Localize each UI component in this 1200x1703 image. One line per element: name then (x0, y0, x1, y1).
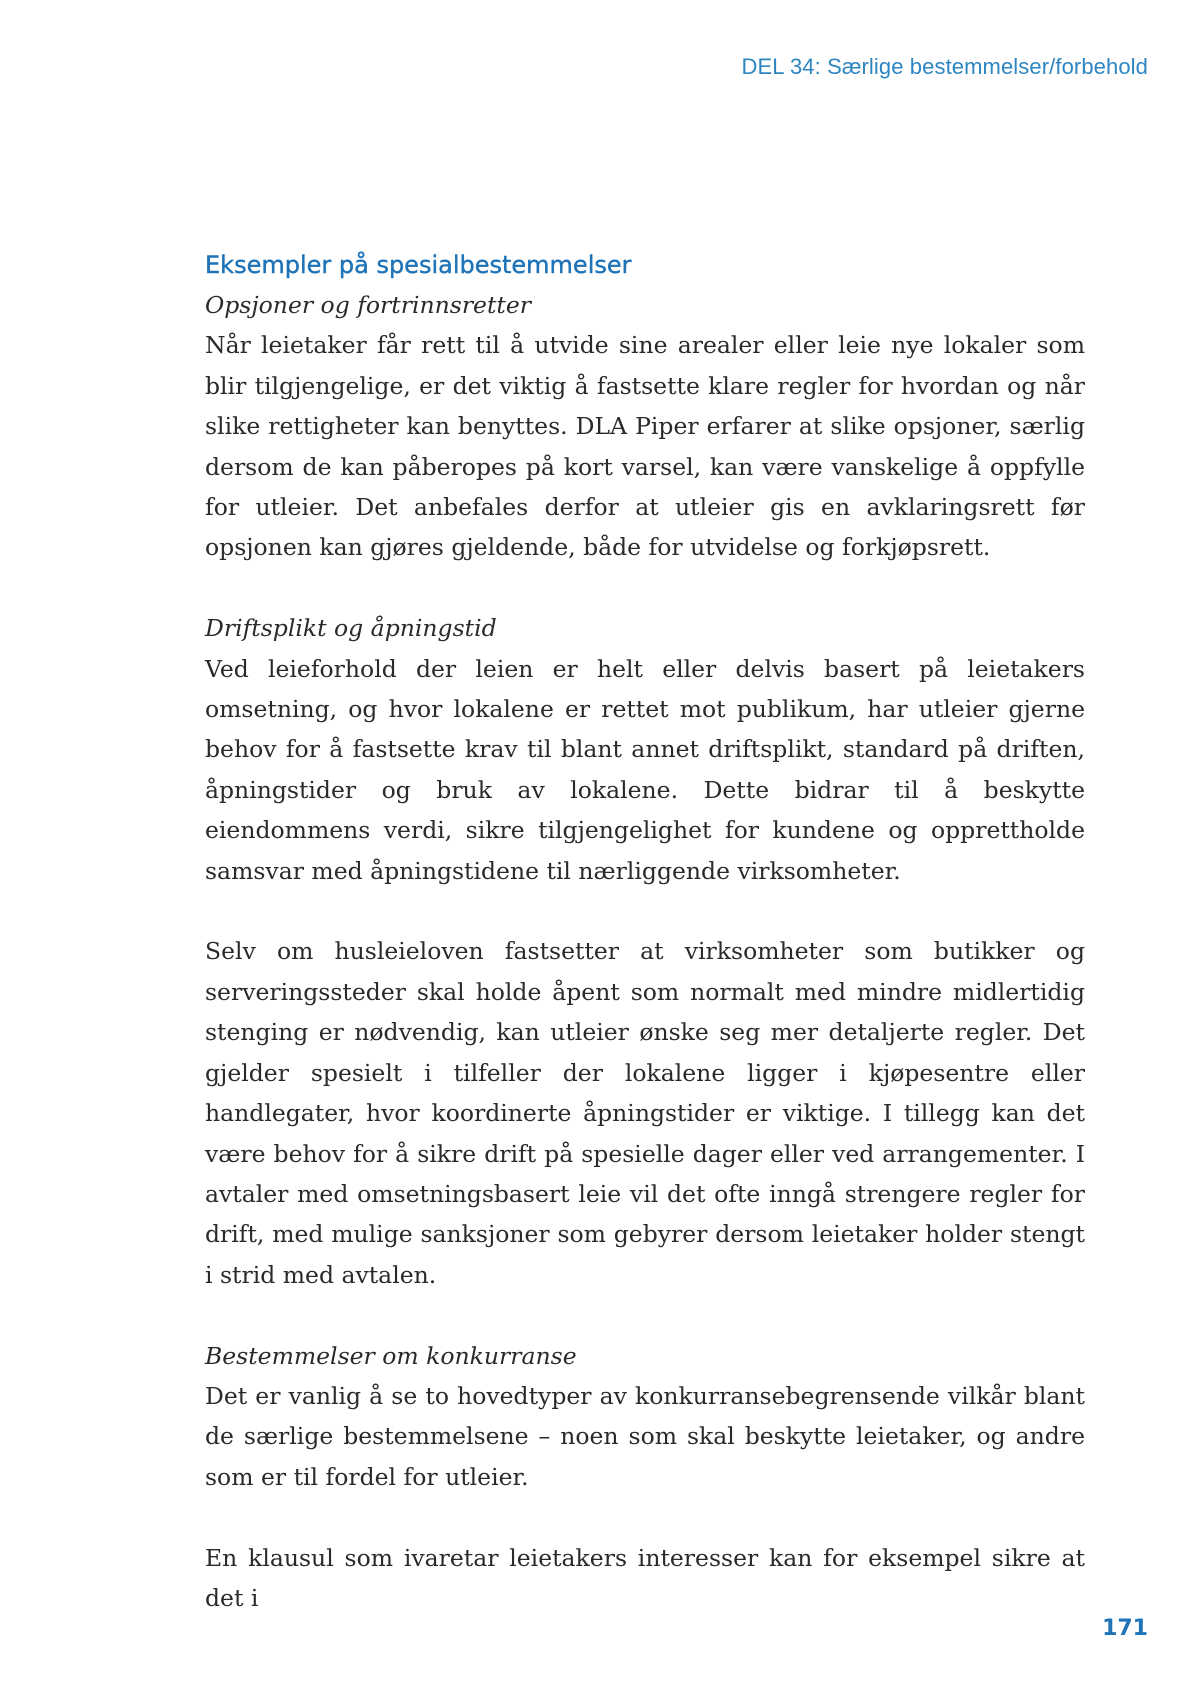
subheading-opsjoner: Opsjoner og fortrinnsretter (205, 291, 531, 319)
subheading-konkurranse: Bestemmelser om konkurranse (205, 1341, 577, 1370)
page-content (205, 245, 1085, 1618)
paragraph: En klausul som ivaretar leietakers interesser kan for eksempel sikre at det i (205, 1543, 1085, 1612)
paragraph: Selv om husleieloven fastsetter at virksomheter som butikker og serveringssteder skal holde åpent som normalt med mindre midlertidig stenging er nødvendig, kan utleier ønske seg mer detaljerte regler. Det gjelder spesielt i tilfeller der lokalene ligger i kjøpesentre eller handlegater, hvor koordinerte åpningstider er viktige. I tillegg kan det være behov for å sikre drift på spesielle dager eller ved arrangementer. I avtaler med omsetningsbasert leie vil det ofte inngå strengere regler for drift, med mulige sanksjoner som gebyrer dersom leietaker holder stengt i strid med avtalen. (205, 937, 1085, 1289)
subheading-driftsplikt: Driftsplikt og åpningstid (205, 614, 497, 643)
section-heading: Eksempler på spesialbestemmelser (205, 251, 632, 279)
page-number: 171 (1102, 1616, 1148, 1641)
paragraph: Når leietaker får rett til å utvide sine arealer eller leie nye lokaler som blir tilgjengelige, er det viktig å fastsette klare regler for hvordan og når slike rettigheter kan benyttes. DLA Piper erfarer at slike opsjoner, særlig dersom de kan påberopes på kort varsel, kan være vanskelige å oppfylle for utleier. Det anbefales derfor at utleier gis en avklaringsrett før opsjonen kan gjøres gjeldende, både for utvidelse og forkjøpsrett. (205, 331, 1085, 562)
running-header: DEL 34: Særlige bestemmelser/forbehold (741, 54, 1148, 79)
paragraph: Det er vanlig å se to hovedtyper av konkurransebegrensende vilkår blant de særlige bestemmelsene – noen som skal beskytte leietaker, og andre som er til fordel for utleier. (205, 1381, 1085, 1491)
paragraph: Ved leieforhold der leien er helt eller delvis basert på leietakers omsetning, og hvor lokalene er rettet mot publikum, har utleier gjerne behov for å fastsette krav til blant annet driftsplikt, standard på driften, åpningstider og bruk av lokalene. Dette bidrar til å beskytte eiendommens verdi, sikre tilgjengelighet for kundene og opprettholde samsvar med åpningstidene til nærliggende virksomheter. (205, 654, 1085, 885)
